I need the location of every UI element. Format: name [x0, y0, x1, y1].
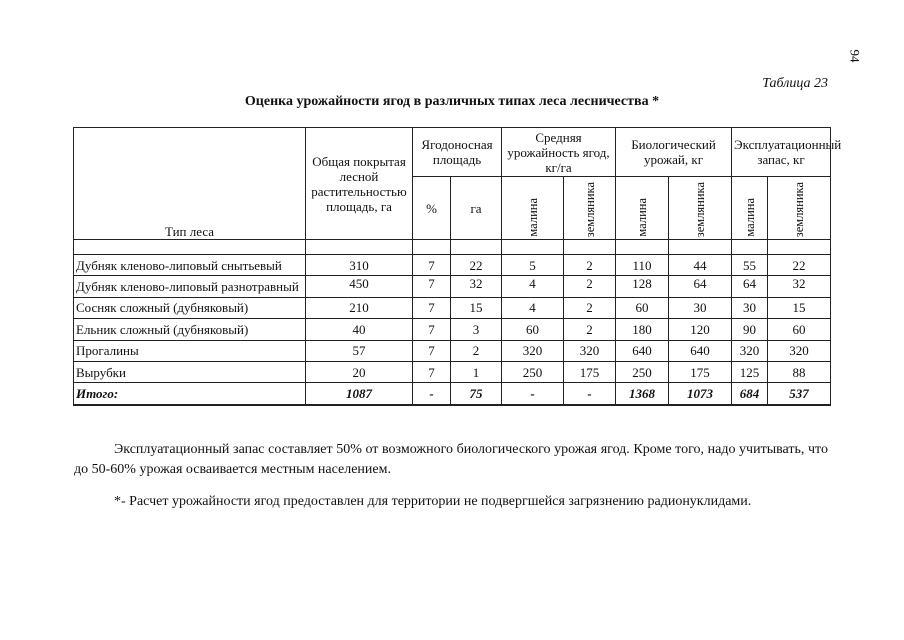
- table-row: Прогалины 57 7 2 320 320 640 640 320 320: [74, 340, 831, 361]
- header-avg-malina: малина: [502, 177, 564, 240]
- header-exploitation-stock: Эксплуатационный запас, кг: [732, 128, 831, 177]
- header-percent: %: [413, 177, 451, 240]
- table-row: Вырубки 20 7 1 250 175 250 175 125 88: [74, 361, 831, 382]
- blank-row: [74, 240, 831, 255]
- table-row: Дубняк кленово-липовый снытьевый 310 7 22 5 2 110 44 55 22: [74, 255, 831, 276]
- page-number: 94: [847, 49, 863, 63]
- table-title: Оценка урожайности ягод в различных типах леса лесничества *: [244, 94, 660, 109]
- header-bio-yield: Биологический урожай, кг: [616, 128, 732, 177]
- header-bio-malina: малина: [616, 177, 669, 240]
- header-berry-area: Ягодоносная площадь: [413, 128, 502, 177]
- berry-yield-table: [73, 127, 842, 406]
- header-exp-zemlyanika: земляника: [768, 177, 831, 240]
- header-avg-zemlyanika: земляника: [564, 177, 616, 240]
- table-caption: Таблица 23: [762, 76, 828, 91]
- header-forest-type: Тип леса: [74, 128, 306, 240]
- footnote: *- Расчет урожайности ягод предоставлен для территории не подвергшейся загрязнению радионуклидами.: [114, 494, 752, 509]
- table-empty-filler: [74, 404, 831, 405]
- table-row: Дубняк кленово-липовый разнотравный 450 7 32 4 2 128 64 64 32: [74, 276, 831, 297]
- header-exp-malina: малина: [732, 177, 768, 240]
- table-total-row: Итого: 1087 - 75 - - 1368 1073 684 537: [74, 383, 831, 404]
- table-row: Сосняк сложный (дубняковый) 210 7 15 4 2 60 30 30 15: [74, 297, 831, 318]
- table-row: Ельник сложный (дубняковый) 40 7 3 60 2 180 120 90 60: [74, 319, 831, 340]
- header-total-area: Общая покрытая лесной растительностью площадь, га: [306, 128, 413, 240]
- header-hectares: га: [451, 177, 502, 240]
- header-avg-yield: Средняя урожайность ягод, кг/га: [502, 128, 616, 177]
- header-bio-zemlyanika: земляника: [669, 177, 732, 240]
- paragraph-exploitation: Эксплуатационный запас составляет 50% от возможного биологического урожая ягод. Кроме того, надо учитывать, что до 50-60% урожая осваивается местным населением.: [74, 442, 828, 477]
